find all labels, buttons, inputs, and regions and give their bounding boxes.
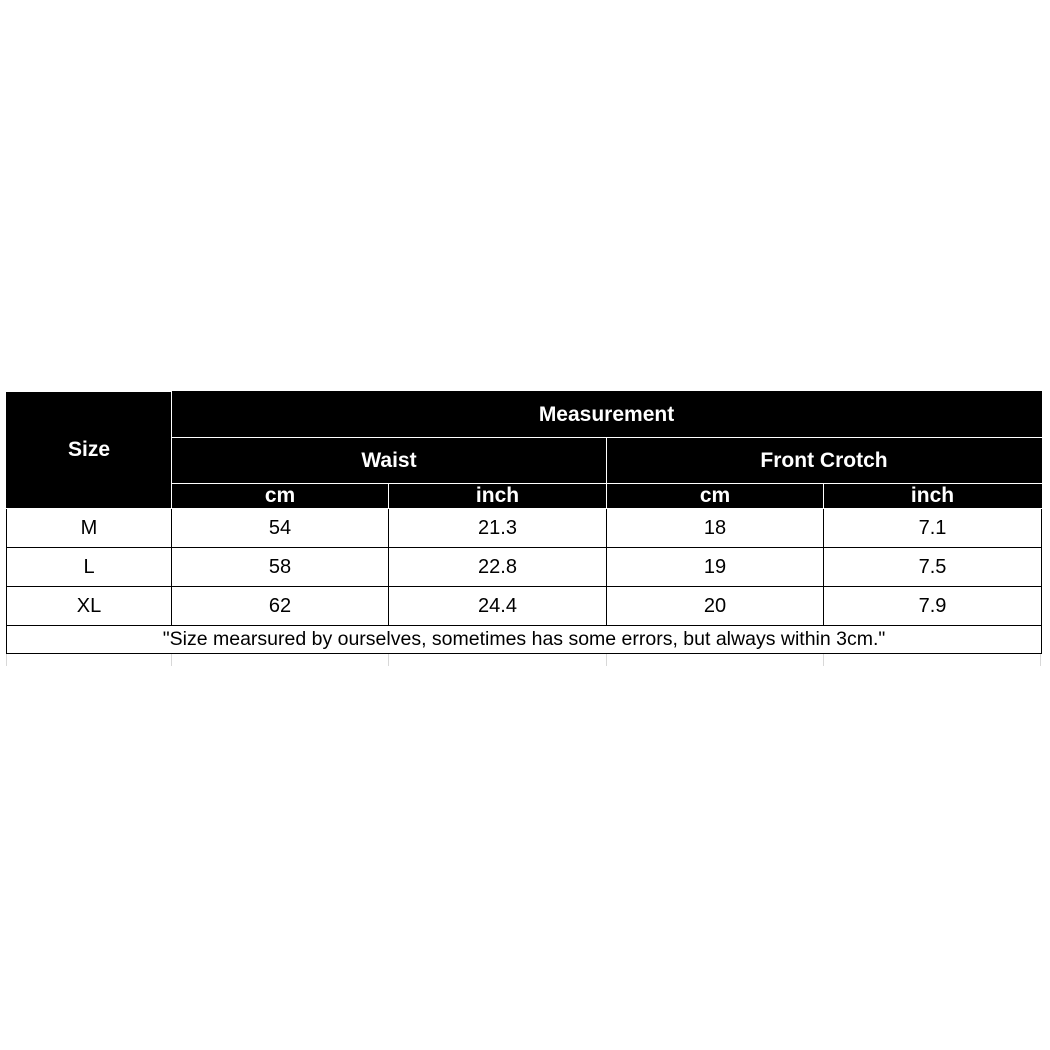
front-crotch-header: Front Crotch	[607, 438, 1042, 483]
table-row	[7, 548, 1042, 587]
faint-gridline	[823, 654, 824, 666]
crotch-cm-cell: 18	[607, 509, 824, 548]
waist-inch-header: inch	[389, 483, 607, 508]
size-cell: L	[7, 548, 172, 587]
faint-gridline	[171, 654, 172, 666]
crotch-inch-cell: 7.9	[824, 587, 1042, 626]
size-note: "Size mearsured by ourselves, sometimes has some errors, but always within 3cm."	[7, 626, 1042, 654]
waist-inch-cell: 21.3	[389, 509, 607, 548]
faint-gridline	[1040, 654, 1041, 666]
measurement-header: Measurement	[172, 392, 1042, 438]
waist-inch-cell: 24.4	[389, 587, 607, 626]
crotch-cm-header: cm	[607, 483, 824, 508]
table-row	[7, 509, 1042, 548]
waist-cm-cell: 54	[172, 509, 389, 548]
size-cell: M	[7, 509, 172, 548]
faint-gridline	[606, 654, 607, 666]
faint-gridline	[6, 654, 7, 666]
crotch-inch-cell: 7.5	[824, 548, 1042, 587]
crotch-cm-cell: 20	[607, 587, 824, 626]
table-row	[7, 587, 1042, 626]
crotch-inch-header: inch	[824, 483, 1042, 508]
size-chart-table	[6, 391, 1042, 654]
waist-inch-cell: 22.8	[389, 548, 607, 587]
size-header: Size	[7, 392, 172, 509]
crotch-cm-cell: 19	[607, 548, 824, 587]
waist-cm-cell: 58	[172, 548, 389, 587]
crotch-inch-cell: 7.1	[824, 509, 1042, 548]
waist-cm-cell: 62	[172, 587, 389, 626]
waist-header: Waist	[172, 438, 607, 483]
faint-gridline	[388, 654, 389, 666]
waist-cm-header: cm	[172, 483, 389, 508]
size-cell: XL	[7, 587, 172, 626]
